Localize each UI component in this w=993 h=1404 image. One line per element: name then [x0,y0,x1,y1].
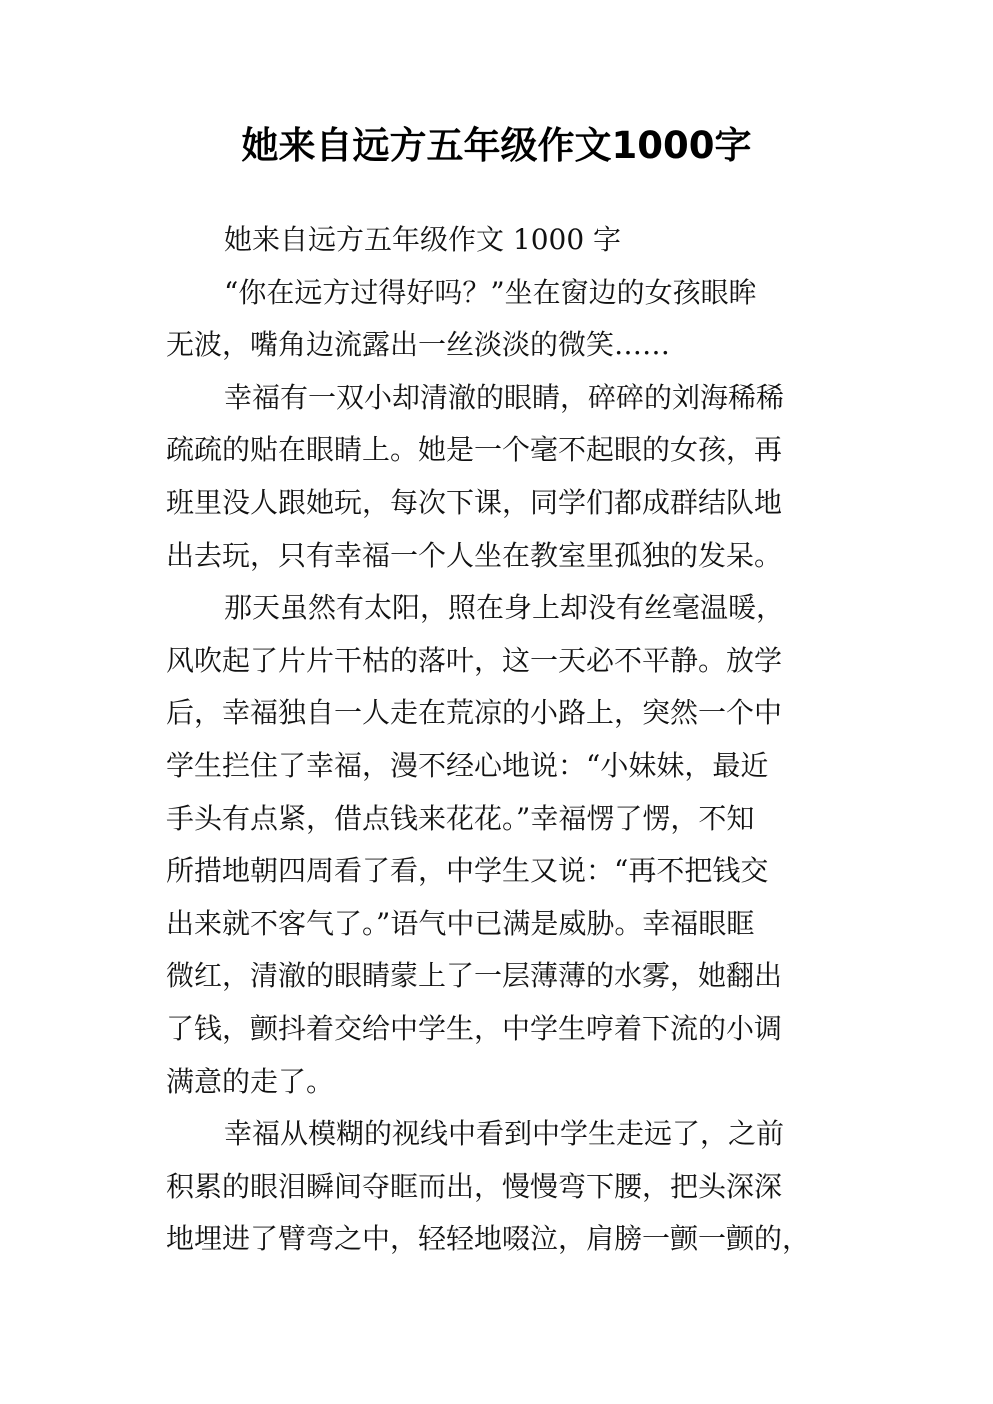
text-line: 微红，清澈的眼睛蒙上了一层薄薄的水雾，她翻出 [166,959,783,993]
text-line: 手头有点紧，借点钱来花花。”幸福愣了愣，不知 [166,801,755,835]
text-line: 后，幸福独自一人走在荒凉的小路上，突然一个中 [166,696,783,730]
text-line: 那天虽然有太阳，照在身上却没有丝毫温暖， [224,591,785,625]
text-line: 了钱，颤抖着交给中学生，中学生哼着下流的小调 [166,1011,783,1045]
text-line: 幸福有一双小却清澈的眼睛，碎碎的刘海稀稀 [224,380,785,414]
text-line: 无波，嘴角边流露出一丝淡淡的微笑…… [166,328,671,362]
text-line: 疏疏的贴在眼睛上。她是一个毫不起眼的女孩，再 [166,433,783,467]
text-line: 风吹起了片片干枯的落叶，这一天必不平静。放学 [166,643,783,677]
text-line: 满意的走了。 [166,1064,335,1098]
text-line: 班里没人跟她玩，每次下课，同学们都成群结队地 [166,485,783,519]
text-line: 她来自远方五年级作文 1000 字 [224,223,622,256]
text-line: 地埋进了臂弯之中，轻轻地啜泣，肩膀一颤一颤的， [166,1222,811,1256]
text-line: 幸福从模糊的视线中看到中学生走远了，之前 [224,1117,785,1151]
text-line: 所措地朝四周看了看，中学生又说：“再不把钱交 [166,854,769,888]
text-line: “你在远方过得好吗？”坐在窗边的女孩眼眸 [224,275,757,309]
document-body [166,214,846,1266]
text-line: 学生拦住了幸福，漫不经心地说：“小妹妹，最近 [166,748,769,782]
document-title: 她来自远方五年级作文1000字 [241,124,752,167]
text-line: 出去玩，只有幸福一个人坐在教室里孤独的发呆。 [166,538,783,572]
text-line: 积累的眼泪瞬间夺眶而出，慢慢弯下腰，把头深深 [166,1169,783,1203]
text-line: 出来就不客气了。”语气中已满是威胁。幸福眼眶 [166,906,755,940]
